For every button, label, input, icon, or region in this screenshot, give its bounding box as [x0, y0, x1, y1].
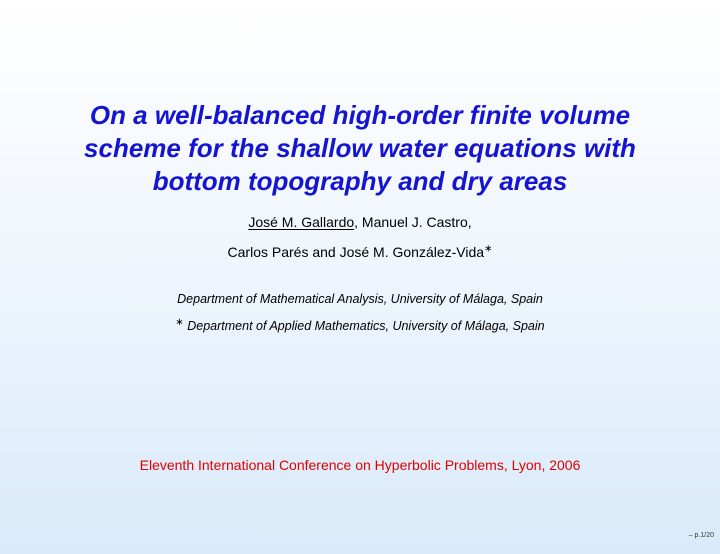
authors-line-1 — [0, 213, 720, 231]
affiliation-marker: ∗ — [175, 316, 184, 328]
author-affiliation-marker: ∗ — [484, 243, 493, 255]
authors-line-2 — [0, 243, 720, 261]
affiliation-secondary: Department of Applied Mathematics, University of Málaga, Spain — [183, 319, 545, 333]
affiliation-secondary-line — [0, 318, 720, 334]
title-line-3: bottom topography and dry areas — [152, 166, 568, 196]
page-indicator: – p.1/20 — [688, 532, 714, 539]
conference-name: Eleventh International Conference on Hyperbolic Problems, Lyon, 2006 — [139, 457, 581, 473]
coauthors-line-2: Carlos Parés and José M. González-Vida — [227, 244, 485, 260]
title-line-1: On a well-balanced high-order finite volume — [89, 100, 631, 130]
slide-title — [30, 99, 690, 198]
title-line-2: scheme for the shallow water equations with — [84, 133, 636, 163]
presenter-name: José M. Gallardo — [248, 214, 355, 230]
affiliation-primary: Department of Mathematical Analysis, University of Málaga, Spain — [177, 292, 543, 306]
coauthors-line-1: , Manuel J. Castro, — [354, 214, 472, 230]
